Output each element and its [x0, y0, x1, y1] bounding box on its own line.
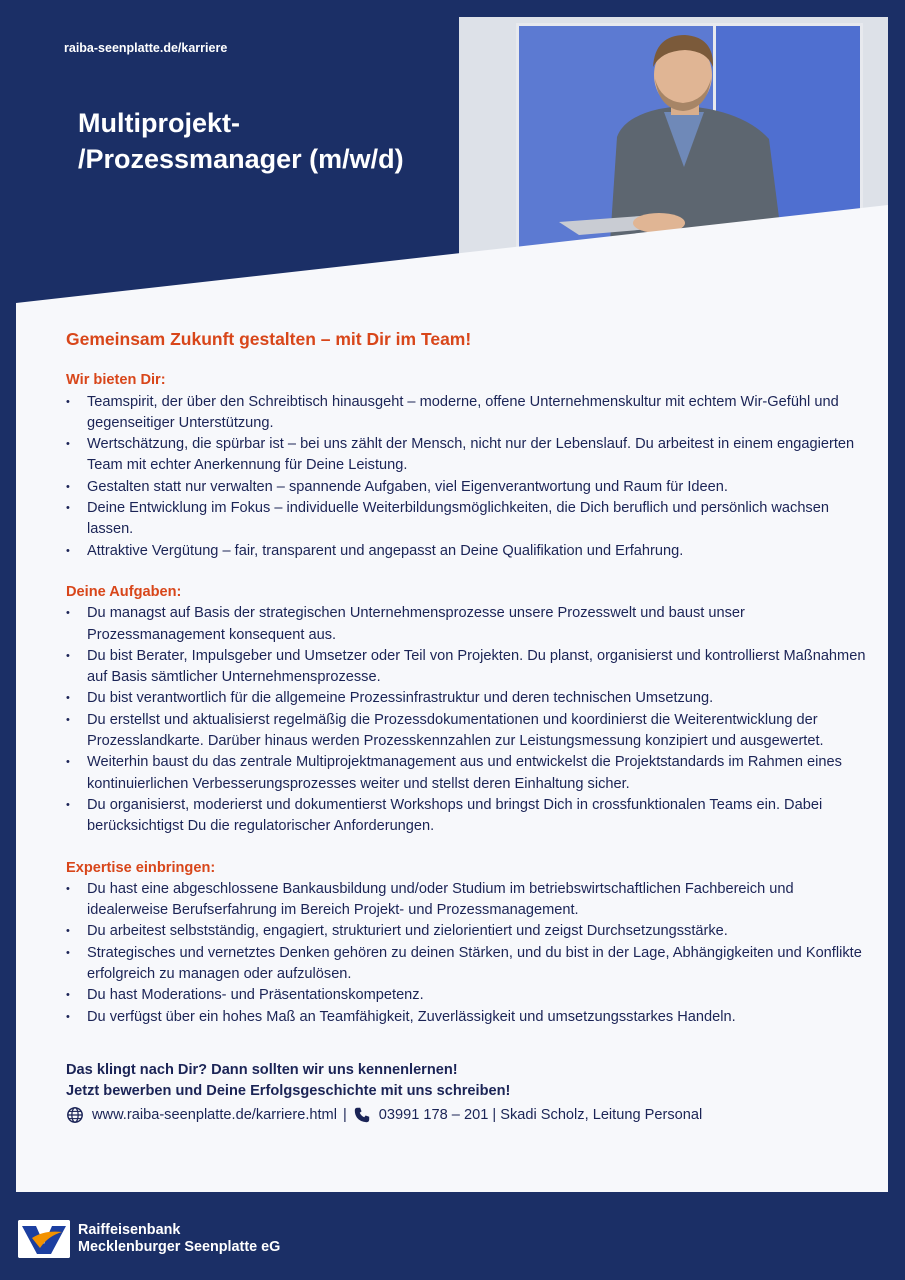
- separator: |: [342, 1106, 347, 1123]
- job-title-line-1: Multiprojekt-: [78, 108, 240, 138]
- list-item: • Du organisierst, moderierst und dokumentierst Workshops und bringst Dich in crossfunktionalen Teams ein. Dabei berücksichtigst Du die regulatorischer Anforderungen.: [66, 795, 876, 838]
- bank-name-line-1: Raiffeisenbank: [78, 1222, 181, 1238]
- closing-block: [66, 1060, 876, 1126]
- list-item: • Du bist Berater, Impulsgeber und Umsetzer oder Teil von Projekten. Du planst, organisierst und kontrollierst Maßnahmen auf Basis sämtlicher Unternehmensprozesse.: [66, 646, 876, 689]
- list-item: • Du bist verantwortlich für die allgemeine Prozessinfrastruktur und deren technischen Umsetzung.: [66, 688, 876, 709]
- list-item: • Du erstellst und aktualisierst regelmäßig die Prozessdokumentationen und koordinierst die Weiterentwicklung der Prozesslandkarte. Darüber hinaus werden Prozesskennzahlen zur Leistungsmessung konzipiert und ausgewertet.: [66, 710, 876, 753]
- list-item: • Du managst auf Basis der strategischen Unternehmensprozesse unsere Prozesswelt und baust unser Prozessmanagement konsequent aus.: [66, 603, 876, 646]
- benefits-list: [66, 392, 876, 562]
- section-title: Expertise einbringen:: [66, 859, 216, 876]
- list-item: • Du hast Moderations- und Präsentationskompetenz.: [66, 985, 876, 1006]
- list-item: • Du hast eine abgeschlossene Bankausbildung und/oder Studium im betriebswirtschaftlichen Fachbereich und idealerweise Berufserfahrung im Bereich Projekt- und Prozessmanagement.: [66, 879, 876, 922]
- phone-contact[interactable]: 03991 178 – 201 | Skadi Scholz, Leitung Personal: [378, 1106, 703, 1123]
- bank-name: [78, 1222, 280, 1256]
- list-item: • Deine Entwicklung im Fokus – individuelle Weiterbildungsmöglichkeiten, die Dich beruflich und persönlich wachsen lassen.: [66, 498, 876, 541]
- tasks-list: [66, 603, 876, 837]
- list-item: • Wertschätzung, die spürbar ist – bei uns zählt der Mensch, nicht nur der Lebenslauf. Du arbeitest in einem engagierten Team mit echter Anerkennung für Deine Leistung.: [66, 434, 876, 477]
- list-item: • Strategisches und vernetztes Denken gehören zu deinen Stärken, und du bist in der Lage, Abhängigkeiten und Konflikte erfolgreich zu managen oder aufzulösen.: [66, 943, 876, 986]
- list-item: • Gestalten statt nur verwalten – spannende Aufgaben, viel Eigenverantwortung und Raum für Ideen.: [66, 477, 876, 498]
- list-item: • Teamspirit, der über den Schreibtisch hinausgeht – moderne, offene Unternehmenskultur mit echtem Wir-Gefühl und gegenseitiger Unterstützung.: [66, 392, 876, 435]
- globe-icon: [66, 1106, 84, 1124]
- section-benefits: [66, 370, 876, 562]
- headline: Gemeinsam Zukunft gestalten – mit Dir im Team!: [66, 329, 472, 349]
- section-title: Deine Aufgaben:: [66, 583, 182, 600]
- job-title-line-2: /Prozessmanager (m/w/d): [78, 144, 404, 174]
- job-title: [78, 105, 458, 177]
- volksbank-raiffeisenbank-logo: [18, 1220, 70, 1258]
- contact-line: [66, 1105, 876, 1126]
- section-tasks: [66, 582, 876, 838]
- list-item: • Attraktive Vergütung – fair, transparent und angepasst an Deine Qualifikation und Erfahrung.: [66, 541, 876, 562]
- phone-icon: [353, 1106, 371, 1124]
- bank-name-line-2: Mecklenburger Seenplatte eG: [78, 1239, 281, 1255]
- closing-line-1: Das klingt nach Dir? Dann sollten wir uns kennenlernen!: [66, 1061, 458, 1078]
- list-item: • Du verfügst über ein hohes Maß an Teamfähigkeit, Zuverlässigkeit und umsetzungsstarkes Handeln.: [66, 1007, 876, 1028]
- list-item: • Du arbeitest selbstständig, engagiert, strukturiert und zielorientiert und zeigst Durchsetzungsstärke.: [66, 921, 876, 942]
- section-expertise: [66, 858, 876, 1028]
- expertise-list: [66, 879, 876, 1028]
- closing-line-2: Jetzt bewerben und Deine Erfolgsgeschichte mit uns schreiben!: [66, 1083, 511, 1100]
- website-link[interactable]: www.raiba-seenplatte.de/karriere.html: [92, 1106, 337, 1123]
- job-ad-body: [66, 329, 876, 1126]
- section-title: Wir bieten Dir:: [66, 372, 166, 389]
- list-item: • Weiterhin baust du das zentrale Multiprojektmanagement aus und entwickelst die Projektstandards im Rahmen eines kontinuierlichen Verbesserungsprozesses weiter und stellst deren Einhaltung sicher.: [66, 752, 876, 795]
- career-url[interactable]: raiba-seenplatte.de/karriere: [64, 41, 228, 55]
